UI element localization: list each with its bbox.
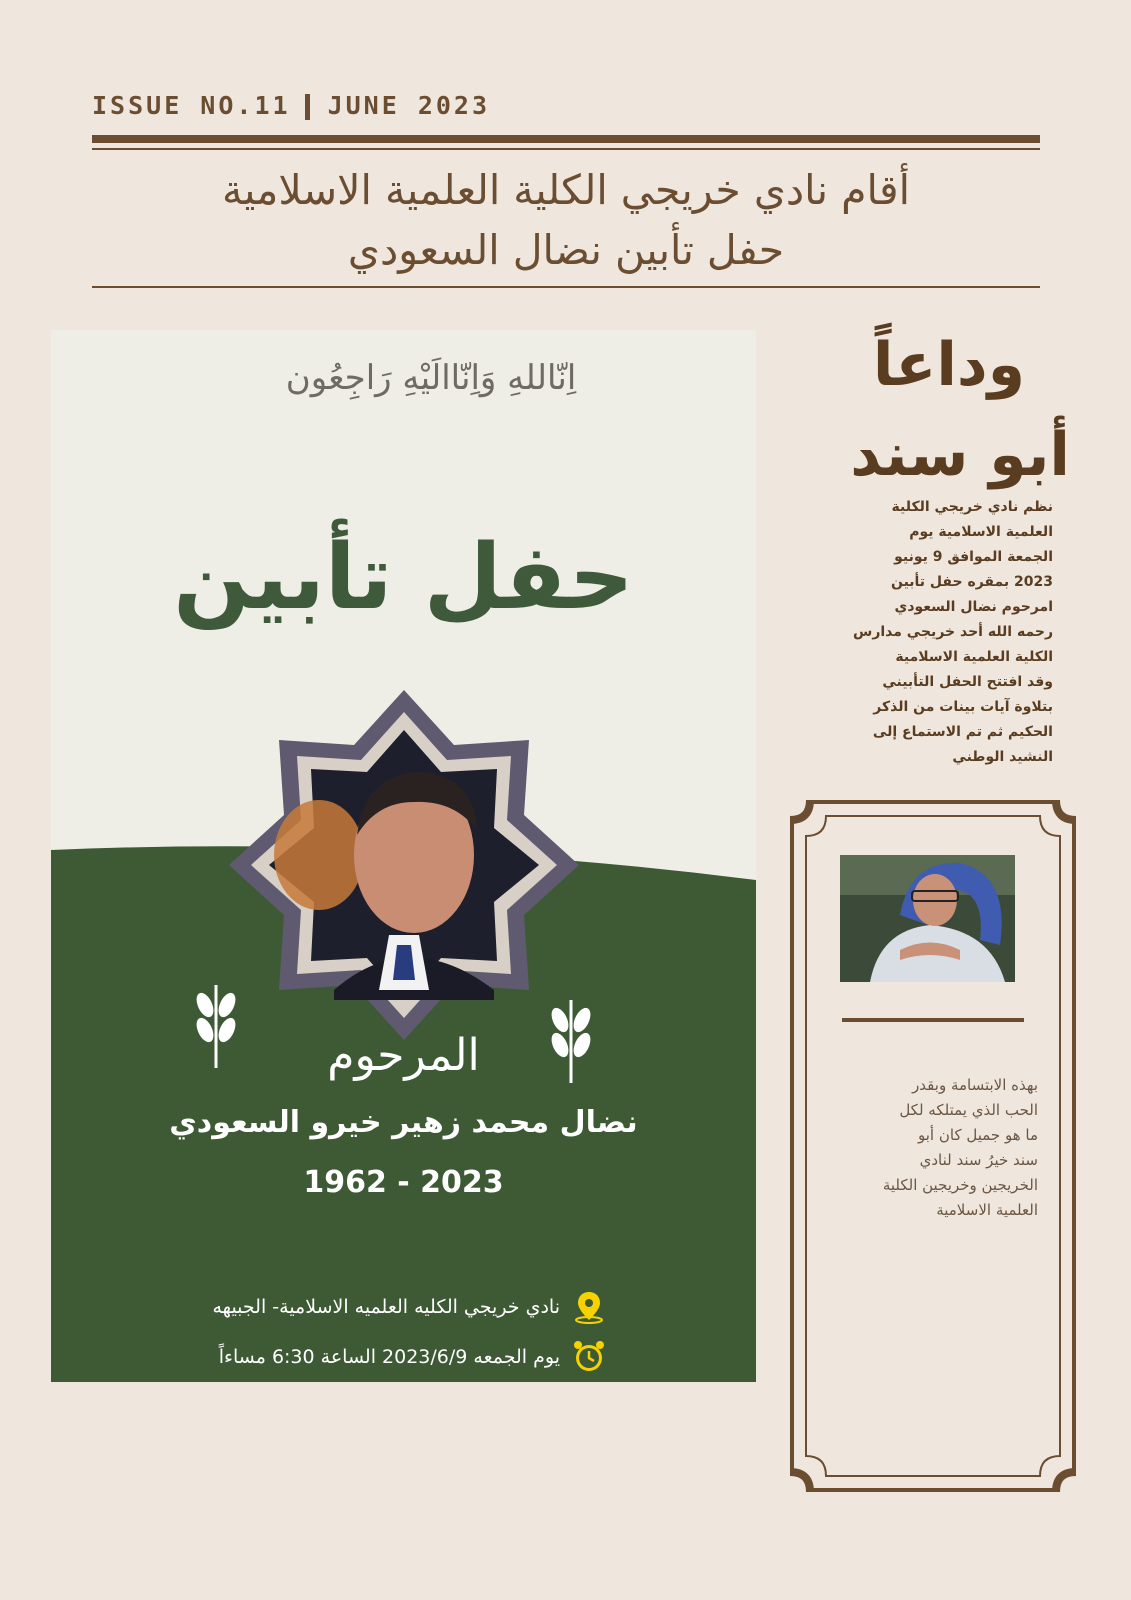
frame-caption-line: العلمية الاسلامية bbox=[936, 1201, 1038, 1219]
frame-caption-line: بهذه الابتسامة وبقدر bbox=[912, 1076, 1038, 1094]
sidebar-body-line: امرحوم نضال السعودي bbox=[894, 599, 1053, 615]
headline bbox=[92, 160, 1040, 280]
sidebar-body-line: 2023 بمقره حفل تأبين bbox=[890, 574, 1053, 590]
location-pin-icon bbox=[572, 1290, 606, 1324]
frame-photo bbox=[840, 855, 1015, 982]
frame-caption-line: ما هو جميل كان أبو bbox=[918, 1126, 1038, 1144]
sidebar-body-line: الجمعة الموافق 9 يونيو bbox=[894, 549, 1053, 565]
issue-line bbox=[92, 90, 490, 122]
alarm-clock-icon bbox=[572, 1340, 606, 1374]
poster-deceased-name: نضال محمد زهير خيرو السعودي bbox=[169, 1105, 638, 1140]
frame-caption-line: الخريجين وخريجين الكلية bbox=[882, 1176, 1038, 1194]
poster-title: حفل تأبين bbox=[173, 525, 634, 630]
frame-caption-line: سند خيرُ سند لنادي bbox=[919, 1151, 1038, 1169]
poster-time-row bbox=[219, 1340, 606, 1374]
sidebar-body-line: رحمه الله أحد خريجي مدارس bbox=[853, 624, 1053, 640]
sidebar-title-line-1: وداعاً bbox=[872, 330, 1025, 400]
memorial-poster bbox=[51, 330, 756, 1382]
sidebar-body-line: الكلية العلمية الاسلامية bbox=[895, 649, 1053, 665]
issue-separator bbox=[305, 94, 310, 120]
issue-number: ISSUE NO.11 bbox=[92, 91, 291, 120]
sidebar-body-line: نظم نادي خريجي الكلية bbox=[891, 499, 1053, 515]
sidebar-body-line: بتلاوة آيات بينات من الذكر bbox=[873, 699, 1053, 715]
header-rule-thick bbox=[92, 135, 1040, 143]
sidebar-title-line-2: أبو سند bbox=[850, 420, 1070, 490]
headline-line-1: أقام نادي خريجي الكلية العلمية الاسلامية bbox=[222, 166, 910, 214]
header-rule-thin bbox=[92, 148, 1040, 150]
sidebar-body-line: النشيد الوطني bbox=[952, 749, 1053, 765]
poster-time: يوم الجمعه 2023/6/9 الساعة 6:30 مساءاً bbox=[218, 1346, 560, 1368]
frame-divider bbox=[842, 1018, 1024, 1022]
sidebar-body-line: وقد افتتح الحفل التأبيني bbox=[882, 674, 1053, 690]
poster-venue: نادي خريجي الكليه العلميه الاسلامية- الجبيهه bbox=[212, 1296, 560, 1318]
poster-years: 1962 - 2023 bbox=[303, 1165, 504, 1200]
frame-caption-line: الحب الذي يمتلكه لكل bbox=[899, 1101, 1038, 1119]
star-portrait-frame bbox=[229, 690, 579, 1040]
sidebar-body-line: العلمية الاسلامية يوم bbox=[909, 524, 1053, 540]
frame-caption bbox=[826, 1073, 1038, 1223]
headline-line-2: حفل تأبين نضال السعودي bbox=[347, 226, 785, 274]
poster-almarhoum: المرحوم bbox=[327, 1030, 480, 1081]
poster-verse: اِنّاللهِ وَاِنّاالَيْهِ رَاجِعُون bbox=[285, 358, 577, 398]
sidebar-body-line: الحكيم ثم تم الاستماع إلى bbox=[872, 724, 1053, 740]
poster-venue-row bbox=[213, 1290, 607, 1324]
sidebar-title bbox=[830, 320, 1070, 500]
issue-date: JUNE 2023 bbox=[327, 91, 491, 120]
headline-rule-bottom bbox=[92, 286, 1040, 288]
sidebar-body bbox=[808, 495, 1053, 770]
